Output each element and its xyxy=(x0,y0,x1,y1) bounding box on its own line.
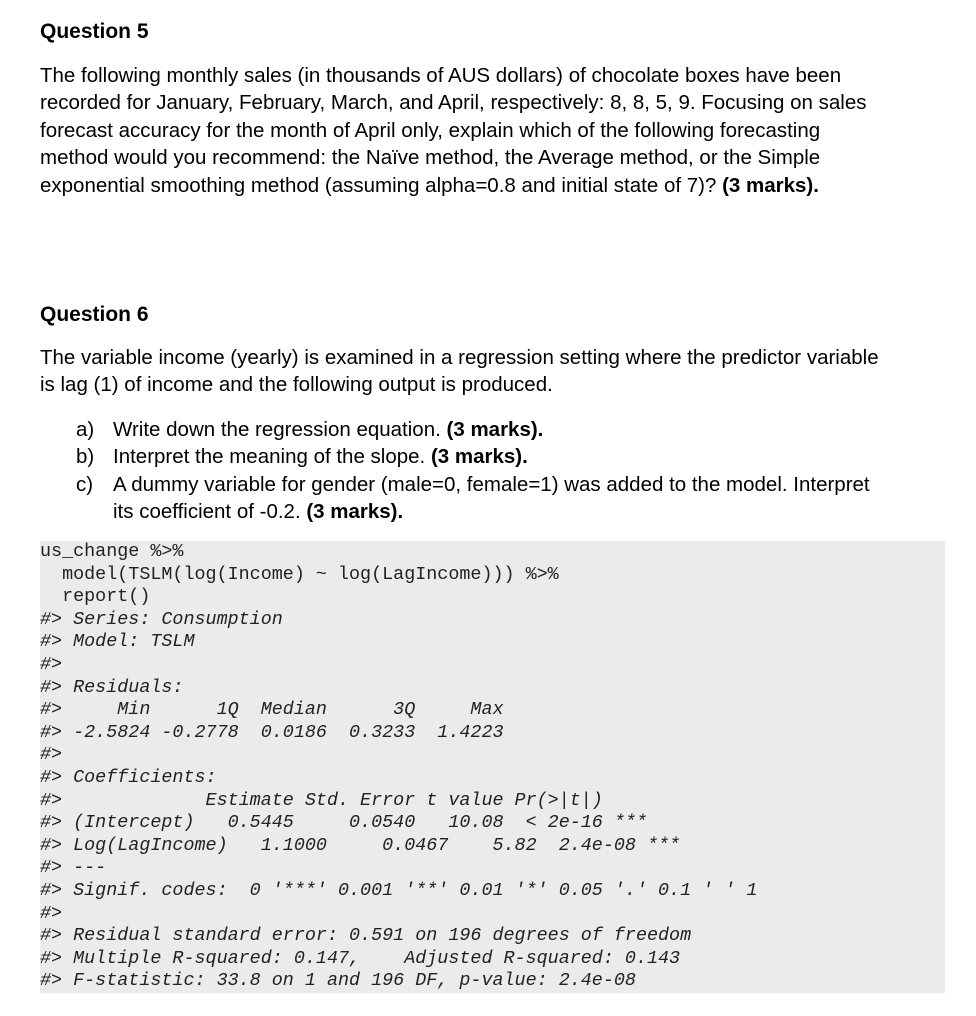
question-5-text xyxy=(40,62,960,199)
question-5-title: Question 5 xyxy=(40,20,149,43)
output-line: #> Series: Consumption xyxy=(40,608,283,630)
output-line: #> F-statistic: 33.8 on 1 and 196 DF, p-value: 2.4e-08 xyxy=(40,970,636,992)
output-line: #> Residuals: xyxy=(40,676,184,698)
output-line: #> (Intercept) 0.5445 0.0540 10.08 < 2e-16 *** xyxy=(40,812,647,834)
output-line: #> Coefficients: xyxy=(40,767,217,788)
question-5-line-3: forecast accuracy for the month of April only, explain which of the following forecasting xyxy=(40,118,821,142)
output-line: #> --- xyxy=(40,857,107,879)
subquestion-b-marks: (3 marks). xyxy=(430,445,528,469)
subquestion-b-marker: b) xyxy=(76,445,95,469)
subquestion-c: c) A dummy variable for gender (male=0, female=1) was added to the model. Interpret its coefficient of -0.2. (3 marks). xyxy=(76,472,870,524)
output-line: #> Model: TSLM xyxy=(40,631,195,653)
question-5-line-2: recorded for January, February, March, and April, respectively: 8, 8, 5, 9. Focusing on sales xyxy=(40,91,867,115)
output-line: #> Signif. codes: 0 '***' 0.001 '**' 0.01 '*' 0.05 '.' 0.1 ' ' 1 xyxy=(40,880,758,901)
code-line: model(TSLM(log(Income) ~ log(LagIncome))) %>% xyxy=(40,563,559,585)
question-6-subquestions xyxy=(76,416,870,526)
subquestion-b: b) Interpret the meaning of the slope. (3 marks). xyxy=(76,443,870,470)
subquestion-a-marks: (3 marks). xyxy=(446,418,544,441)
question-5-line-4: method would you recommend: the Naïve method, the Average method, or the Simple xyxy=(40,146,821,170)
output-line: #> Log(LagIncome) 1.1000 0.0467 5.82 2.4e-08 *** xyxy=(40,834,681,856)
r-code-output-block xyxy=(40,541,945,993)
question-5-line-1: The following monthly sales (in thousands of AUS dollars) of chocolate boxes have been xyxy=(40,64,842,87)
output-line: #> Estimate Std. Error t value Pr(>|t|) xyxy=(40,789,603,811)
question-6-intro-line-1: The variable income (yearly) is examined in a regression setting where the predictor variable xyxy=(40,346,879,369)
output-line: #> Residual standard error: 0.591 on 196 degrees of freedom xyxy=(40,925,692,947)
output-line: #> -2.5824 -0.2778 0.0186 0.3233 1.4223 xyxy=(40,721,504,743)
code-line: us_change %>% xyxy=(40,541,184,562)
subquestion-a-marker: a) xyxy=(76,418,95,441)
output-line: #> xyxy=(40,654,63,675)
output-line: #> Min 1Q Median 3Q Max xyxy=(40,699,504,721)
output-line: #> Multiple R-squared: 0.147, Adjusted R-squared: 0.143 xyxy=(40,947,681,969)
code-line: report() xyxy=(40,586,151,608)
question-6-intro xyxy=(40,344,960,399)
question-6-intro-line-2: is lag (1) of income and the following output is produced. xyxy=(40,373,553,397)
question-6-title: Question 6 xyxy=(40,303,149,326)
question-5-marks: (3 marks). xyxy=(722,173,819,197)
output-line: #> xyxy=(40,744,63,766)
subquestion-a: a) Write down the regression equation. (3 marks). xyxy=(76,416,870,443)
question-5-line-5: exponential smoothing method (assuming alpha=0.8 and initial state of 7)? (3 marks). xyxy=(40,173,819,197)
output-line: #> xyxy=(40,902,63,924)
subquestion-c-marks: (3 marks). xyxy=(306,500,404,524)
subquestion-c-marker: c) xyxy=(76,472,94,496)
